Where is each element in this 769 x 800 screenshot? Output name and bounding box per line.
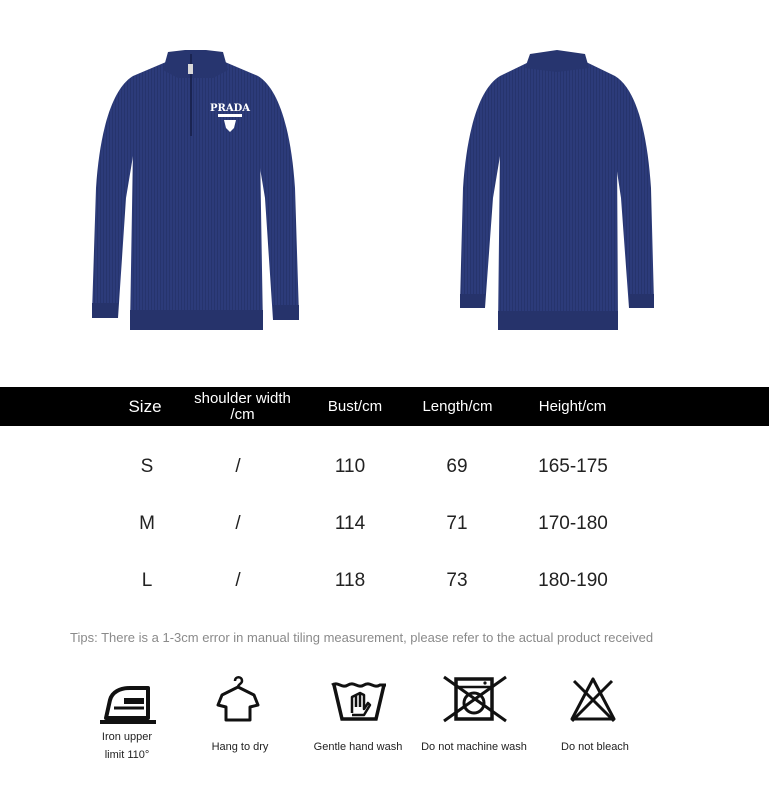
sweater-back-image: [455, 48, 660, 333]
care-label-iron-line2: limit 110°: [104, 749, 150, 761]
cell-height: 165-175: [538, 456, 608, 477]
no-bleach-icon: [570, 675, 616, 723]
cell-length: 73: [446, 570, 468, 591]
cell-size: M: [139, 513, 155, 534]
cell-height: 170-180: [538, 513, 608, 534]
sweater-front-image: [88, 48, 303, 333]
cell-length: 71: [446, 513, 468, 534]
iron-icon: [98, 678, 158, 724]
product-photos: [0, 0, 769, 380]
care-label-iron: [95, 731, 159, 761]
cell-bust: 118: [334, 570, 366, 591]
header-length: Length/cm: [422, 398, 493, 415]
care-label-iron-line1: Iron upper: [101, 731, 153, 743]
no-machine-wash-icon: [442, 675, 508, 723]
header-shoulder-line1: shoulder width: [194, 389, 291, 407]
cell-shoulder: /: [235, 513, 241, 534]
header-shoulder-line2: /cm: [230, 405, 255, 423]
cell-size: S: [140, 456, 154, 477]
table-row: [0, 561, 769, 601]
table-row: [0, 447, 769, 487]
cell-size: L: [141, 570, 153, 591]
cell-bust: 110: [334, 456, 366, 477]
cell-length: 69: [446, 456, 468, 477]
header-size: Size: [128, 396, 162, 416]
hand-wash-icon: [330, 677, 388, 723]
cell-bust: 114: [334, 513, 366, 534]
cell-shoulder: /: [235, 570, 241, 591]
table-row: [0, 504, 769, 544]
brand-logo: PRADA: [209, 103, 251, 114]
care-label-hand-wash: Gentle hand wash: [313, 741, 403, 753]
header-shoulder-width: [180, 387, 305, 426]
care-label-hang: Hang to dry: [211, 741, 269, 753]
measurement-tips: Tips: There is a 1-3cm error in manual tiling measurement, please refer to the actual product received: [70, 630, 654, 645]
header-height: Height/cm: [538, 398, 607, 415]
care-label-no-machine-wash: Do not machine wash: [421, 741, 527, 753]
care-label-no-bleach: Do not bleach: [561, 741, 629, 753]
cell-height: 180-190: [538, 570, 608, 591]
size-table-header: [0, 387, 769, 426]
header-bust: Bust/cm: [327, 398, 383, 415]
cell-shoulder: /: [235, 456, 241, 477]
hanger-shirt-icon: [216, 673, 260, 723]
